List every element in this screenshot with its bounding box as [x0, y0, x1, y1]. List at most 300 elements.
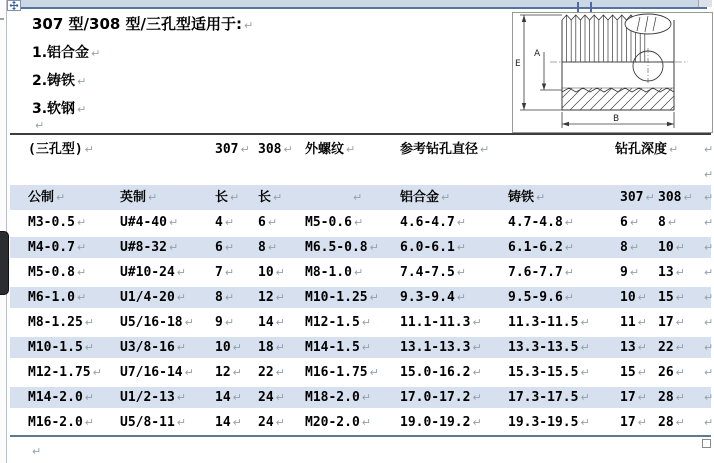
cell-text: M10-1.25 [305, 290, 368, 305]
table-resize-handle[interactable] [702, 439, 711, 448]
move-cross-icon [9, 1, 19, 10]
cell-text: M6-1.0 [28, 290, 75, 305]
paragraph-mark: ↵ [480, 143, 490, 156]
paragraph-mark: ↵ [675, 416, 685, 429]
paragraph-mark: ↵ [32, 445, 42, 458]
table-cell [215, 410, 258, 435]
table-cell [28, 185, 120, 210]
table-cell [215, 310, 258, 335]
table-move-handle-icon[interactable] [7, 0, 21, 11]
paragraph-mark: ↵ [369, 241, 379, 254]
table-cell [305, 135, 400, 165]
cell-text: M3-0.5 [28, 215, 75, 230]
paragraph-mark: ↵ [224, 241, 235, 254]
table-cell [28, 310, 120, 335]
cell-text: M10-1.5 [28, 340, 83, 355]
table-cell [658, 210, 700, 235]
table-cell [620, 310, 658, 335]
paragraph-mark: ↵ [76, 241, 87, 254]
top-strip [7, 0, 698, 7]
paragraph-mark: ↵ [536, 191, 546, 204]
paragraph-mark: ↵ [629, 216, 640, 229]
page-title [32, 13, 253, 34]
paragraph-mark: ↵ [184, 366, 194, 379]
table-body [10, 210, 714, 435]
table-cell [620, 337, 658, 358]
table-cell [658, 410, 700, 435]
header-cell-text: 参考钻孔直径 [400, 142, 479, 157]
paragraph-mark: ↵ [361, 316, 372, 329]
cell-text: 26 [658, 365, 674, 380]
paragraph-mark: ↵ [675, 391, 685, 404]
cell-text: 19.3-19.5 [508, 415, 579, 430]
table-cell [305, 387, 400, 408]
cell-text: 8 [215, 290, 223, 305]
cell-text: U3/8-16 [120, 340, 175, 355]
paragraph-mark: ↵ [224, 216, 235, 229]
cell-text: 7 [215, 265, 223, 280]
cell-text: 4.6-4.7 [400, 215, 455, 230]
table-cell [620, 387, 658, 408]
table-cell [215, 337, 258, 358]
paragraph-mark: ↵ [77, 103, 87, 116]
paragraph-mark: ↵ [580, 416, 590, 429]
paragraph-mark: ↵ [232, 341, 242, 354]
table-cell [120, 387, 215, 408]
table-cell [400, 387, 508, 408]
table-cell [508, 310, 620, 335]
paragraph-mark: ↵ [273, 191, 283, 204]
row-end-mark: ↵ [704, 366, 714, 379]
table-cell [215, 185, 258, 210]
table-cell [400, 135, 615, 165]
list-item-cast-iron [32, 70, 86, 90]
paragraph-mark: ↵ [224, 291, 235, 304]
cell-text: 10 [658, 240, 674, 255]
table-cell [258, 310, 305, 335]
cell-text: 9.3-9.4 [400, 290, 455, 305]
table-cell [28, 410, 120, 435]
paragraph-mark: ↵ [232, 366, 242, 379]
table-cell [658, 360, 700, 385]
paragraph-mark: ↵ [176, 391, 187, 404]
paragraph-mark: ↵ [472, 341, 482, 354]
cell-text: U1/2-13 [120, 390, 175, 405]
table-cell [615, 135, 714, 165]
cell-text: 15 [658, 290, 674, 305]
cell-text: M20-2.0 [305, 415, 360, 430]
table-cell [620, 237, 658, 258]
table-cell [258, 287, 305, 308]
table-cell [28, 260, 120, 285]
table-cell [508, 237, 620, 258]
cell-text: 15 [620, 365, 636, 380]
table-cell [400, 185, 508, 210]
table-cell [120, 337, 215, 358]
cell-text: 7.6-7.7 [508, 265, 563, 280]
paragraph-mark: ↵ [35, 119, 45, 132]
paragraph-mark: ↵ [232, 391, 242, 404]
table-row [10, 385, 714, 410]
cell-text: 7.4-7.5 [400, 265, 455, 280]
paragraph-mark: ↵ [176, 341, 187, 354]
cell-text: 14 [215, 415, 231, 430]
dimension-label-b: B [613, 114, 620, 124]
cell-text: 9 [215, 315, 223, 330]
cell-text: M5-0.8 [28, 265, 75, 280]
paragraph-mark: ↵ [675, 366, 685, 379]
table-cell [508, 210, 620, 235]
paragraph-mark: ↵ [564, 216, 575, 229]
cell-text: 8 [258, 240, 266, 255]
cell-text: 28 [658, 415, 674, 430]
table-cell [305, 185, 400, 210]
paragraph-mark: ↵ [580, 366, 590, 379]
paragraph-mark: ↵ [84, 416, 95, 429]
paragraph-mark: ↵ [361, 341, 372, 354]
paragraph-mark: ↵ [564, 291, 575, 304]
table-row [10, 235, 714, 260]
paragraph-mark: ↵ [232, 416, 242, 429]
table-cell [658, 310, 700, 335]
cell-text: 13 [658, 265, 674, 280]
table-cell [620, 185, 658, 210]
after-table-paragraph [30, 442, 41, 460]
table-cell [28, 360, 120, 385]
paragraph-mark: ↵ [580, 391, 590, 404]
header-cell-text: 铝合金 [400, 190, 440, 205]
table-cell [658, 237, 700, 258]
scrollbar-thumb[interactable] [0, 231, 9, 295]
paragraph-mark: ↵ [637, 291, 647, 304]
table-cell [120, 185, 215, 210]
paragraph-mark: ↵ [637, 366, 647, 379]
cell-text: M8-1.25 [28, 315, 83, 330]
cell-text: 14 [258, 315, 274, 330]
paragraph-mark: ↵ [669, 143, 679, 156]
margin-tick [0, 18, 4, 20]
paragraph-mark: ↵ [176, 416, 187, 429]
paragraph-mark: ↵ [472, 316, 482, 329]
paragraph-mark: ↵ [353, 216, 364, 229]
table-cell [28, 337, 120, 358]
table-row [10, 210, 714, 235]
paragraph-mark: ↵ [645, 191, 655, 204]
cell-text: U#8-32 [120, 240, 167, 255]
paragraph-mark: ↵ [76, 291, 87, 304]
paragraph-mark: ↵ [168, 241, 179, 254]
table-cell [658, 287, 700, 308]
paragraph-mark: ↵ [456, 266, 467, 279]
header-cell-text: 英制 [120, 190, 147, 205]
cell-text: 28 [658, 390, 674, 405]
table-cell [400, 260, 508, 285]
paragraph-mark: ↵ [472, 391, 482, 404]
table-cell [305, 260, 400, 285]
cell-text: U7/16-14 [120, 365, 183, 380]
header-cell-text: 外螺纹 [305, 142, 345, 157]
header-cell-text: 长 [258, 190, 272, 205]
table-cell [120, 237, 215, 258]
paragraph-mark: ↵ [629, 266, 640, 279]
spacer-row [10, 165, 714, 185]
table-cell [305, 410, 400, 435]
cell-text: 6 [620, 215, 628, 230]
table-cell [620, 287, 658, 308]
cell-text: M8-1.0 [305, 265, 352, 280]
table-cell [400, 337, 508, 358]
table-cell [28, 210, 120, 235]
cell-text: 13 [620, 340, 636, 355]
cell-text: 11.1-11.3 [400, 315, 471, 330]
paragraph-mark: ↵ [224, 316, 235, 329]
list-item-text: 1.铝合金 [32, 45, 90, 61]
cell-text: 17 [658, 315, 674, 330]
table-cell [305, 337, 400, 358]
cell-text: 6.0-6.1 [400, 240, 455, 255]
header-cell-text: 308 [658, 190, 682, 205]
table-cell [215, 237, 258, 258]
paragraph-mark: ↵ [456, 241, 467, 254]
cell-text: M14-2.0 [28, 390, 83, 405]
table-cell [508, 260, 620, 285]
table-cell [508, 360, 620, 385]
table-cell [400, 360, 508, 385]
table-cell [28, 135, 215, 165]
paragraph-mark: ↵ [361, 416, 372, 429]
table-cell [120, 410, 215, 435]
cell-text: M12-1.75 [28, 365, 91, 380]
cell-text: 6 [215, 240, 223, 255]
table-cell [28, 287, 120, 308]
paragraph-mark: ↵ [629, 241, 640, 254]
table-cell [508, 185, 620, 210]
cell-text: 10 [620, 290, 636, 305]
paragraph-mark: ↵ [76, 266, 87, 279]
header-cell-text: 307 [620, 190, 644, 205]
paragraph-mark: ↵ [267, 241, 278, 254]
table-cell [400, 287, 508, 308]
paragraph-mark: ↵ [77, 75, 87, 88]
table-cell [258, 360, 305, 385]
table-cell [120, 287, 215, 308]
table-cell [658, 185, 700, 210]
paragraph-mark: ↵ [564, 241, 575, 254]
row-end-mark: ↵ [704, 391, 714, 404]
table-cell [305, 287, 400, 308]
table-cell [620, 360, 658, 385]
row-end-mark: ↵ [704, 216, 714, 229]
list-item-text: 3.软钢 [32, 101, 76, 117]
paragraph-mark: ↵ [637, 341, 647, 354]
cell-text: 12 [258, 290, 274, 305]
header-cell-text: 钻孔深度 [615, 142, 668, 157]
cell-text: 22 [658, 340, 674, 355]
cell-text: 15.0-16.2 [400, 365, 471, 380]
table-cell [120, 360, 215, 385]
cell-text: U1/4-20 [120, 290, 175, 305]
paragraph-mark: ↵ [184, 316, 194, 329]
table-cell [120, 310, 215, 335]
cell-text: 17.3-17.5 [508, 390, 579, 405]
table-row [10, 410, 714, 435]
paragraph-mark: ↵ [675, 341, 685, 354]
paragraph-mark: ↵ [667, 216, 678, 229]
cell-text: 24 [258, 415, 274, 430]
data-table [10, 133, 714, 437]
paragraph-mark: ↵ [675, 241, 685, 254]
paragraph-mark: ↵ [472, 416, 482, 429]
paragraph-mark: ↵ [637, 391, 647, 404]
paragraph-mark: ↵ [224, 266, 235, 279]
cell-text: M4-0.7 [28, 240, 75, 255]
paragraph-mark: ↵ [353, 266, 364, 279]
row-end-mark: ↵ [704, 241, 714, 254]
header-cell-text: 308 [258, 142, 282, 157]
paragraph-mark: ↵ [176, 266, 187, 279]
paragraph-mark: ↵ [456, 216, 467, 229]
paragraph-mark: ↵ [275, 391, 285, 404]
cell-text: 10 [258, 265, 274, 280]
paragraph-mark: ↵ [361, 391, 372, 404]
cell-text: 13.1-13.3 [400, 340, 471, 355]
cell-text: M6.5-0.8 [305, 240, 368, 255]
paragraph-mark: ↵ [92, 366, 102, 379]
row-end-mark: ↵ [704, 191, 714, 204]
row-end-mark: ↵ [704, 341, 714, 354]
cell-text: M5-0.6 [305, 215, 352, 230]
table-cell [28, 237, 120, 258]
table-cell [400, 410, 508, 435]
table-cell [305, 237, 400, 258]
paragraph-mark: ↵ [472, 366, 482, 379]
cell-text: 9 [620, 265, 628, 280]
list-item-aluminum [32, 42, 100, 62]
table-cell [120, 210, 215, 235]
table-cell [658, 387, 700, 408]
cell-text: 11.3-11.5 [508, 315, 579, 330]
cell-text: M12-1.5 [305, 315, 360, 330]
table-row [10, 310, 714, 335]
cell-text: U#4-40 [120, 215, 167, 230]
table-row [10, 285, 714, 310]
cell-text: 13.3-13.5 [508, 340, 579, 355]
paragraph-mark: ↵ [240, 143, 250, 156]
list-item-text: 2.铸铁 [32, 73, 76, 89]
table-cell [620, 410, 658, 435]
row-end-mark: ↵ [704, 168, 714, 181]
paragraph-mark: ↵ [283, 143, 293, 156]
dimension-label-a: A [534, 49, 541, 59]
table-cell [508, 287, 620, 308]
table-row [10, 260, 714, 285]
paragraph-mark: ↵ [580, 341, 590, 354]
paragraph-mark: ↵ [675, 316, 685, 329]
table-cell [258, 410, 305, 435]
top-strip-end [698, 0, 712, 7]
table-cell [258, 260, 305, 285]
list-item-mild-steel [32, 98, 86, 118]
table-cell [305, 310, 400, 335]
paragraph-mark: ↵ [675, 266, 685, 279]
cell-text: M16-2.0 [28, 415, 83, 430]
paragraph-mark: ↵ [56, 191, 66, 204]
cell-text: 12 [215, 365, 231, 380]
paragraph-mark: ↵ [683, 191, 693, 204]
paragraph-mark: ↵ [275, 366, 285, 379]
table-cell [215, 135, 258, 165]
paragraph-mark: ↵ [84, 341, 95, 354]
table-cell [215, 260, 258, 285]
paragraph-mark: ↵ [456, 291, 467, 304]
header-row-primary [10, 135, 714, 165]
cell-text: U5/16-18 [120, 315, 183, 330]
header-cell-text: 长 [215, 190, 229, 205]
paragraph-mark: ↵ [275, 341, 285, 354]
cell-text: 17.0-17.2 [400, 390, 471, 405]
header-cell-text: 公制 [28, 190, 55, 205]
paragraph-mark: ↵ [84, 391, 95, 404]
paragraph-mark: ↵ [244, 19, 254, 32]
table-cell [258, 337, 305, 358]
paragraph-mark: ↵ [267, 216, 278, 229]
table-cell [658, 260, 700, 285]
table-cell [400, 310, 508, 335]
table-cell [658, 337, 700, 358]
cell-text: 4.7-4.8 [508, 215, 563, 230]
cell-text: U#10-24 [120, 265, 175, 280]
cell-text: 17 [620, 390, 636, 405]
header-row-secondary [10, 185, 714, 210]
header-cell-text: (三孔型) [28, 142, 83, 157]
table-cell [620, 210, 658, 235]
paragraph-mark: ↵ [275, 416, 285, 429]
table-cell [258, 237, 305, 258]
dimension-label-e: E [515, 59, 521, 69]
table-cell [215, 287, 258, 308]
table-cell [400, 237, 508, 258]
paragraph-mark: ↵ [637, 416, 647, 429]
paragraph-mark: ↵ [176, 291, 187, 304]
header-cell-text: 铸铁 [508, 190, 535, 205]
paragraph-mark: ↵ [637, 316, 647, 329]
table-cell [508, 410, 620, 435]
paragraph-mark: ↵ [580, 316, 590, 329]
cell-text: 9.5-9.6 [508, 290, 563, 305]
cell-text: 17 [620, 415, 636, 430]
paragraph-mark: ↵ [275, 266, 285, 279]
table-cell [258, 210, 305, 235]
cell-text: M18-2.0 [305, 390, 360, 405]
row-end-mark: ↵ [704, 316, 714, 329]
row-end-mark: ↵ [704, 143, 714, 156]
table-cell [120, 260, 215, 285]
cell-text: 11 [620, 315, 636, 330]
paragraph-mark: ↵ [148, 191, 158, 204]
cell-text: 15.3-15.5 [508, 365, 579, 380]
table-cell [305, 210, 400, 235]
paragraph-mark: ↵ [84, 143, 94, 156]
table-cell [400, 210, 508, 235]
paragraph-mark: ↵ [275, 291, 285, 304]
table-cell [508, 387, 620, 408]
row-end-mark: ↵ [704, 416, 714, 429]
table-cell [305, 360, 400, 385]
paragraph-mark: ↵ [369, 366, 379, 379]
table-cell [215, 210, 258, 235]
empty-paragraph [33, 116, 44, 134]
cell-text: U5/8-11 [120, 415, 175, 430]
